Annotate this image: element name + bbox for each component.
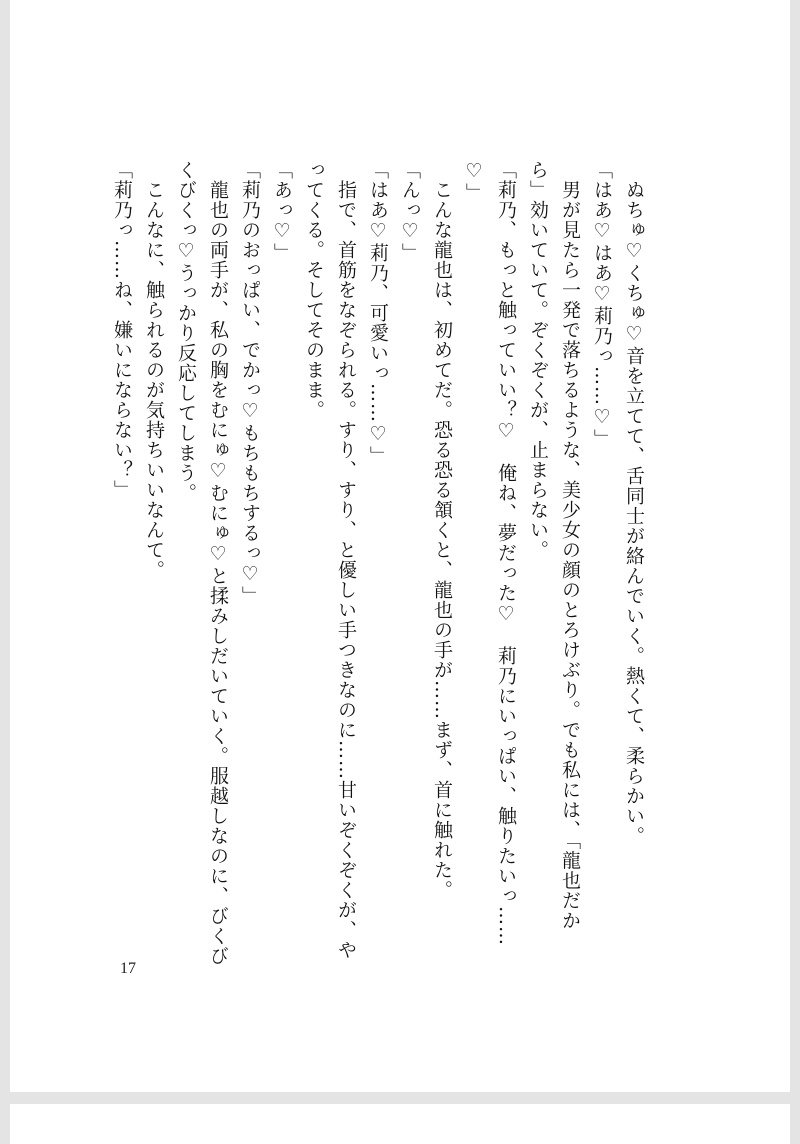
- text-line: 龍也の両手が、私の胸をむにゅ♡むにゅ♡と揉みしだいていく。服越しなのに、びくび: [207, 160, 229, 966]
- text-line: 「莉乃、もっと触っていい？♡ 俺ね、夢だった♡ 莉乃にいっぱい、触りたいっ……: [495, 160, 517, 946]
- vertical-body-text: [106, 160, 650, 966]
- text-line: ♡」: [463, 160, 485, 203]
- text-line: くびくっ♡うっかり反応してしまう。: [175, 160, 197, 503]
- text-line: 指で、首筋をなぞられる。すり、すり、と優しい手つきなのに……甘いぞくぞくが、や: [335, 160, 357, 960]
- text-line: 「あっ♡」: [271, 160, 293, 263]
- text-line: 「んっ♡」: [399, 160, 421, 263]
- next-page-edge: [10, 1104, 790, 1144]
- text-line: 男が見たら一発で落ちるような、美少女の顔のとろけぶり。でも私には、「龍也だか: [559, 160, 581, 931]
- text-line: こんなに、触られるのが気持ちいいなんて。: [143, 160, 165, 580]
- text-line: こんな龍也は、初めてだ。恐る恐る頷くと、龍也の手が……まず、首に触れた。: [431, 160, 453, 900]
- text-line: ってくる。そしてそのまま。: [303, 160, 325, 420]
- document-page: [10, 0, 790, 1092]
- text-line: ら」効いていて。ぞくぞくが、止まらない。: [527, 160, 549, 560]
- page-number: 17: [120, 960, 136, 977]
- text-line: 「莉乃っ……ね、嫌いにならない？」: [111, 160, 133, 500]
- text-line: 「莉乃のおっぱい、でかっ♡もちもちするっ♡」: [239, 160, 261, 606]
- text-line: 「はあ♡莉乃、可愛いっ……♡」: [367, 160, 389, 466]
- text-line: 「はあ♡はあ♡莉乃っ……♡」: [591, 160, 613, 449]
- text-line: ぬちゅ♡くちゅ♡音を立てて、舌同士が絡んでいく。熱くて、柔らかい。: [623, 160, 645, 846]
